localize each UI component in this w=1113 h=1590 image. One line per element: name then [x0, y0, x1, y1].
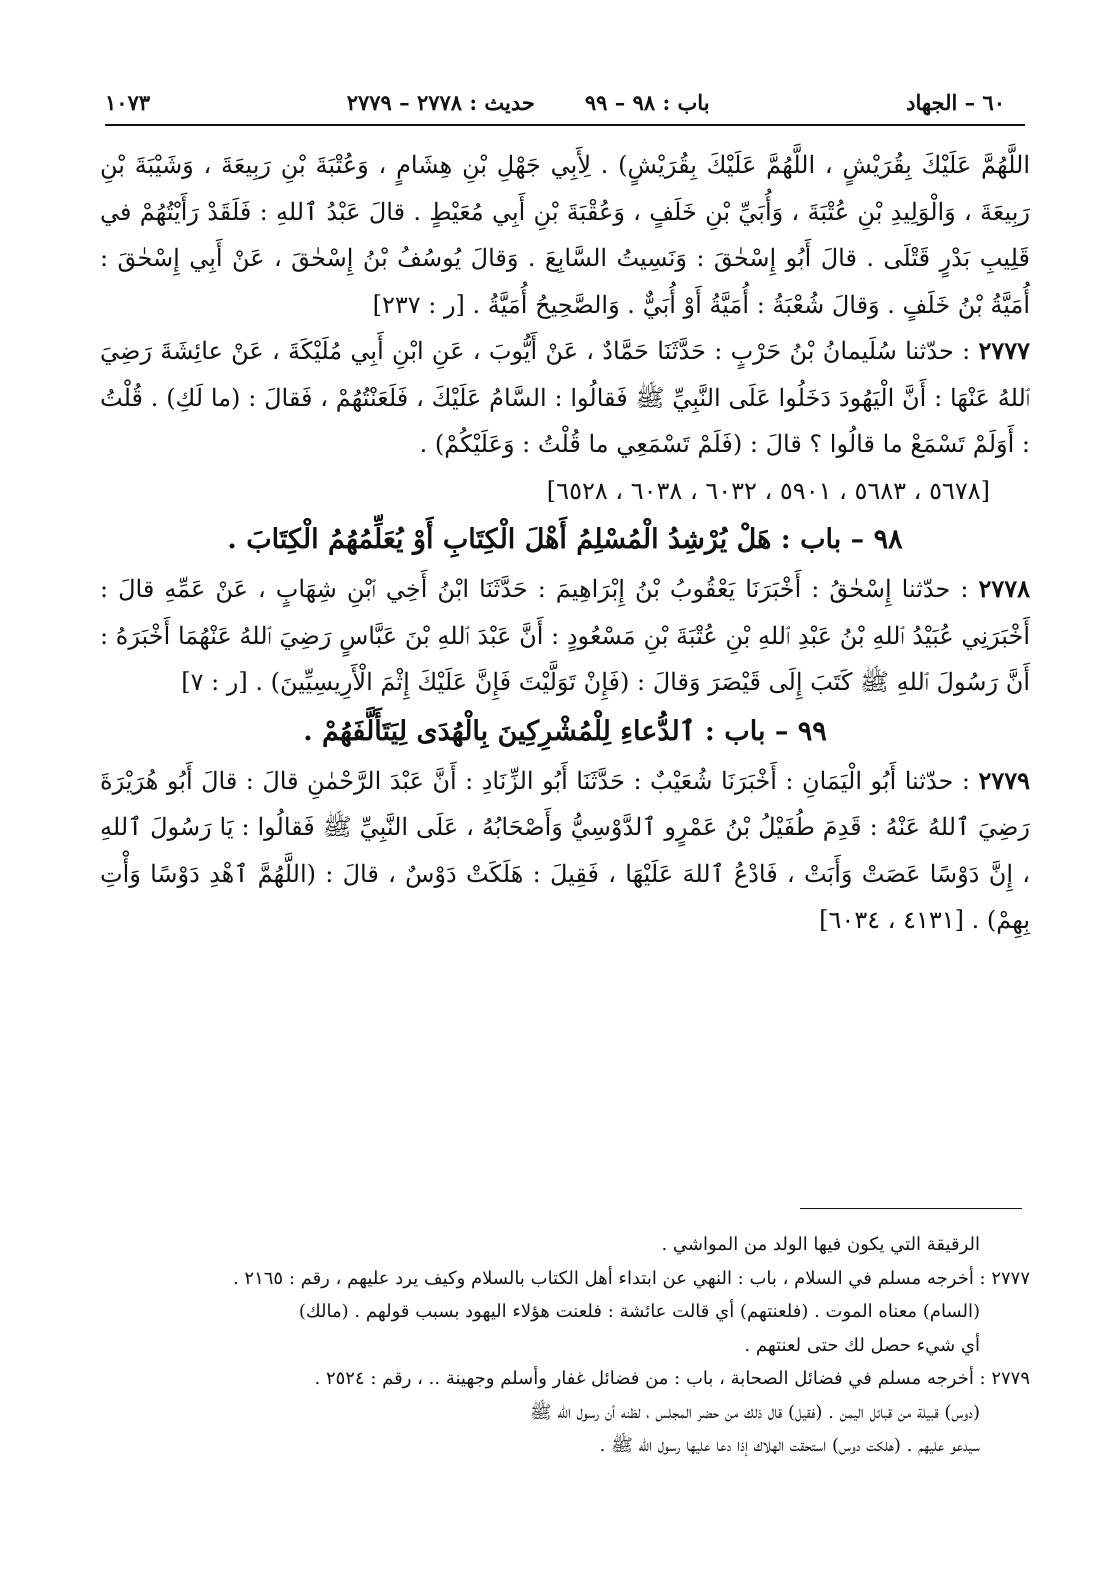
hadith-range: حديث : ٢٧٧٨ – ٢٧٧٩	[346, 89, 535, 115]
footnotes	[100, 1228, 1030, 1463]
header-rule	[105, 124, 1025, 126]
hadith-2777	[100, 328, 1030, 468]
footnote-2777: ٢٧٧٧ : أخرجه مسلم في السلام ، باب : النهي عن ابتداء أهل الكتاب بالسلام وكيف يرد عليهم ، رقم : ٢١٦٥ .	[232, 1267, 1030, 1289]
hadith-number: ٢٧٧٧	[978, 336, 1030, 365]
chapter-heading-99: ٩٩ – باب : ٱلدُّعاءِ لِلْمُشْرِكِينَ بِالْهُدَى لِيَتَأَلَّفَهُمْ .	[303, 715, 827, 747]
bab-range: باب : ٩٨ – ٩٩	[584, 89, 710, 115]
continued-paragraph: اللَّهُمَّ عَلَيْكَ بِقُرَيْشٍ ، اللَّهُمَّ عَلَيْكَ بِقُرَيْشٍ) . لِأَبِي جَهْلِ بْنِ هِشَامٍ ، وَعُتْبَةَ بْنِ رَبِيعَةَ ، وَشَيْبَةَ بْنِ رَبِيعَةَ ، وَالْوَلِيدِ بْنِ عُتْبَةَ ، وَأُبَيِّ بْنِ خَلَفٍ ، وَعُقْبَةَ بْنِ أَبِي مُعَيْطٍ . قالَ عَبْدُ ٱللهِ : فَلَقَدْ رَأَيْتُهُمْ في قَلِيبِ بَدْرٍ قَتْلَى . قالَ أَبُو إِسْحٰقَ : وَنَسِيتُ السَّابِعَ . وَقالَ يُوسُفُ بْنُ إِسْحٰقَ ، عَنْ أَبِي إِسْحٰقَ : أُمَيَّةُ بْنُ خَلَفٍ . وَقالَ شُعْبَةُ : أُمَيَّةُ أَوْ أُبَيٌّ . وَالصَّحِيحُ أُمَيَّةُ . [ر : ٢٣٧]	[100, 151, 1030, 319]
running-header	[105, 84, 1005, 120]
footnote-line: (دوس) قبيلة من قبائل اليمن . (فقيل) قال ذلك من حضر المجلس ، لظنه أن رسول الله ﷺ	[529, 1401, 980, 1423]
hadith-2777-refs: [٥٦٧٨ ، ٥٦٨٣ ، ٥٩٠١ ، ٦٠٣٢ ، ٦٠٣٨ ، ٦٥٢٨]	[546, 476, 990, 505]
page-number: ١٠٧٣	[105, 89, 151, 115]
footnote-line: سيدعو عليهم . (هلكت دوس) استحقت الهلاك إذا دعا عليها رسول الله ﷺ .	[599, 1435, 980, 1456]
footnote-rule	[800, 1208, 1022, 1209]
chapter-title: ٦٠ – الجهاد	[906, 89, 1005, 115]
footnote-line: الرقيقة التي يكون فيها الولد من المواشي .	[661, 1234, 980, 1255]
footnote-line: أي شيء حصل لك حتى لعنتهم .	[744, 1334, 980, 1356]
hadith-2778	[100, 566, 1030, 706]
hadith-number: ٢٧٧٨	[978, 574, 1030, 603]
chapter-heading-98: ٩٨ – باب : هَلْ يُرْشِدُ الْمُسْلِمُ أَهْلَ الْكِتَابِ أَوْ يُعَلِّمُهُمُ الْكِتَابَ .	[227, 524, 903, 555]
hadith-2779	[100, 758, 1030, 944]
header-center	[347, 90, 710, 115]
hadith-text: : حدّثنا إِسْحٰقُ : أَخْبَرَنَا يَعْقُوبُ بْنُ إِبْرَاهِيمَ : حَدَّثَنَا ابْنُ أَخِي ٱبْنِ شِهَابٍ ، عَنْ عَمِّهِ قالَ : أَخْبَرَنِي عُبَيْدُ ٱللهِ بْنُ عَبْدِ ٱللهِ بْنِ عُتْبَةَ بْنِ مَسْعُودٍ : أَنَّ عَبْدَ ٱللهِ بْنَ عَبَّاسٍ رَضِيَ ٱللهُ عَنْهُمَا أَخْبَرَهُ : أَنَّ رَسُولَ ٱللهِ ﷺ كَتَبَ إِلَى قَيْصَرَ وَقالَ : (فَإِنْ تَوَلَّيْتَ فَإِنَّ عَلَيْكَ إِثْمَ الْأَرِيسِيِّينَ) . [ر : ٧]	[100, 575, 1030, 696]
hadith-text: : حدّثنا أَبُو الْيَمَانِ : أَخْبَرَنَا شُعَيْبٌ : حَدَّثَنَا أَبُو الزِّنَادِ : أَنَّ عَبْدَ الرَّحْمٰنِ قالَ : قالَ أَبُو هُرَيْرَةَ رَضِيَ ٱللهُ عَنْهُ : قَدِمَ طُفَيْلُ بْنُ عَمْرٍو ٱلدَّوْسِيُّ وَأَصْحَابُهُ ، عَلَى النَّبِيِّ ﷺ فَقالُوا : يَا رَسُولَ ٱللهِ ، إِنَّ دَوْسًا عَصَتْ وَأَبَتْ ، فَادْعُ ٱللهَ عَلَيْهَا ، فَقِيلَ : هَلَكَتْ دَوْسٌ ، قالَ : (اللَّهُمَّ ٱهْدِ دَوْسًا وَأْتِ بِهِمْ) . [٤١٣١ ، ٦٠٣٤]	[100, 766, 1031, 934]
main-text	[100, 142, 1030, 944]
hadith-text: : حدّثنا سُلَيمانُ بْنُ حَرْبٍ : حَدَّثَنَا حَمَّادٌ ، عَنْ أَيُّوبَ ، عَنِ ابْنِ أَبِي مُلَيْكَةَ ، عَنْ عائِشَةَ رَضِيَ ٱللهُ عَنْهَا : أَنَّ الْيَهُودَ دَخَلُوا عَلَى النَّبِيِّ ﷺ فَقالُوا : السَّامُ عَلَيْكَ ، فَلَعَنْتُهُمْ ، فَقالَ : (ما لَكِ) . قُلْتُ : أَوَلَمْ تَسْمَعْ ما قالُوا ؟ قالَ : (فَلَمْ تَسْمَعِي ما قُلْتُ : وَعَلَيْكُمْ) .	[100, 337, 1030, 458]
footnote-2779: ٢٧٧٩ : أخرجه مسلم في فضائل الصحابة ، باب : من فضائل غفار وأسلم وجهينة .. ، رقم : ٢٥٢٤ .	[314, 1368, 1030, 1389]
footnote-line: (السام) معناه الموت . (فلعنتهم) أي قالت عائشة : فلعنت هؤلاء اليهود بسبب قولهم . (مالك)	[298, 1301, 980, 1322]
hadith-number: ٢٧٧٩	[978, 765, 1030, 795]
